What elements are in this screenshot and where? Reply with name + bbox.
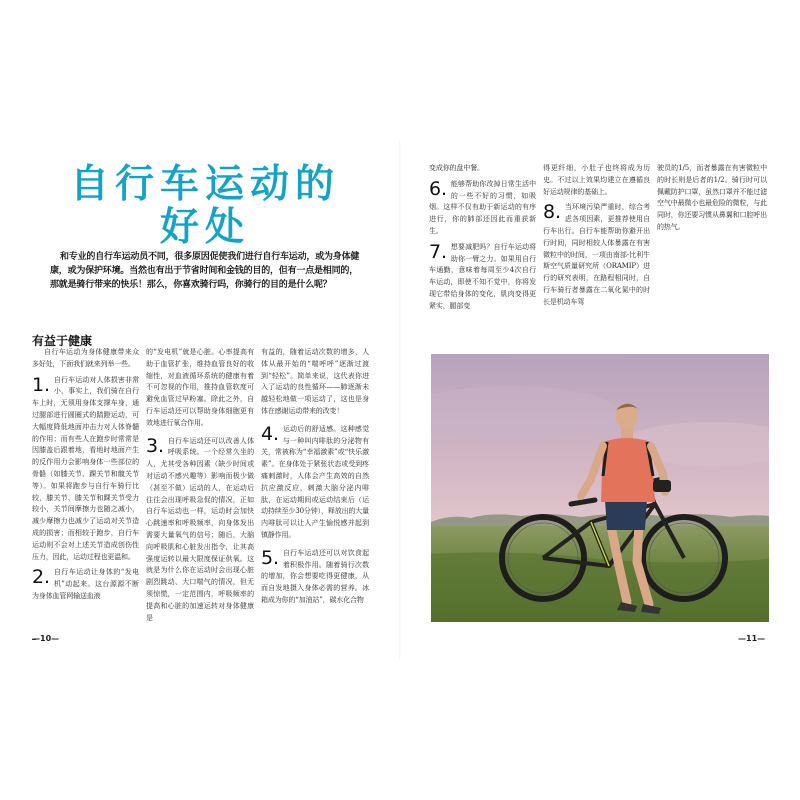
point-3: [146, 436, 254, 625]
article-title-line1: 自行车运动的: [69, 162, 340, 207]
point-6-text: 能够帮助你改掉日常生活中的一些不好的习惯，如吸烟。这样不仅有助于新运动的有序进行，你的肺部还因此而重获新生。: [429, 179, 536, 235]
right-column-1: [429, 163, 536, 318]
page-number-right-value: 11: [746, 634, 758, 643]
point-1-text: 自行车运动对人体损害非常小，事实上，我们骑在自行车上时，无须用身体支撑车身，通过腿部进行圆圈式的踏蹬运动，可大幅度降低地面冲击力对人体脊髓的作用；而有些人在跑步时常常是因膝盖后跟着地，看地时地面产生的反作用力会影响身体一些部位的骨骼（如膝关节、踝关节和髋关节等）。如果将跑步与自行车骑行比较，膝关节、膝关节和踝关节受力较小，关节间摩擦力也随之减小，减少摩擦力也减少了运动对关节造成的损害；而相较于跑步，自行车运动则不会对上述关节造成创伤性压力，因此，运动过程也更温和。: [32, 375, 139, 561]
article-intro: 和专业的自行车运动员不同，很多原因促使我们进行自行车运动，或为身体健康，或为保护环境。当然也有出于节省时间和金钱的目的，但有一点是相同的，那就是骑行带来的快乐！那么，你喜欢骑行吗，你骑行的目的是什么呢？: [50, 252, 360, 290]
point-number-8: 8.: [543, 201, 561, 224]
point-number-4: 4.: [261, 422, 279, 445]
point-7-continued: 得更纤细，小肚子也终将成为历史。不过以上效果均建立在遵循良好运动规律的基础上。: [543, 164, 650, 196]
point-3-text: 自行车运动还可以改善人体呼吸系统。一个经常久坐的人，尤其受各种因素（缺少时间或对运动不感兴趣等）影响而极少做（甚至不做）运动的人，在运动后往往会出现呼吸急促的情况，正如自行车运动也一样，运动时会加快心跳速率和呼吸频率，向身体发出需要大量氧气的信号；随后，大脑向呼吸肌和心脏发出指令，让其高强度运转以最大限度保证供氧。这就是为什么你在运动时会出现心脏剧烈跳动、大口喘气的情况，但无须惊慌，一定范围内，呼吸频率的提高和心脏的加速运转对身体健康是: [146, 436, 254, 622]
left-column-2: [146, 347, 254, 637]
point-8: [543, 202, 650, 308]
point-8-continued: 驶员的1/5，而者暴露在有害微粒中的时长则是后者的1/2。骑行时可以佩戴防护口罩，虽然口罩并不能过滤空气中最微小也最危险的微粒，与此同时，你还要习惯从鼻翼和口腔呼出的热气。: [657, 164, 767, 231]
right-column-2: [543, 163, 650, 318]
point-number-3: 3.: [146, 434, 164, 457]
right-column-3: [657, 163, 767, 263]
point-5-continued: 变成你的盘中餐。: [429, 164, 484, 172]
point-7-text: 想要减肥吗？自行车运动将助你一臂之力。如果用自行车通勤，意味着每周至少4次自行车运动，即使不知不觉中，你将发现它带给身体的变化，肌肉变得更紧实，腿部变: [429, 242, 536, 310]
point-8-text: 当环境污染严重时，综合考虑各项因素，更推荐使用自行车出行。自行车能帮助你避开出行时间，同时相较人体暴露在有害微粒中的时间，一项由南部-比利牛斯空气质量研究所（ORAMIP）进行的研究表明，在路程相同时，自行车骑行者暴露在二氧化氮中的时长是机动车驾: [543, 203, 650, 306]
point-number-1: 1.: [32, 373, 50, 396]
left-column-1: [32, 347, 139, 637]
page-number-right: —11—: [738, 634, 766, 643]
cyclist-photo: [431, 354, 769, 622]
point-2: [32, 567, 139, 602]
grass-shade: [431, 552, 769, 622]
point-number-5: 5.: [261, 546, 279, 569]
point-2-text: 自行车运动让身体的“发电机”动起来。这台源源不断为身体血管网输送血液: [32, 568, 139, 600]
point-number-2: 2.: [32, 566, 50, 589]
page-gutter: [399, 140, 401, 660]
point-5: [261, 548, 369, 607]
point-number-6: 6.: [429, 177, 447, 200]
frame-bag: [653, 480, 671, 492]
lead-paragraph: 自行车运动为身体健康带来众多好处，下面我们就来列举一些。: [32, 348, 139, 368]
point-6: [429, 179, 536, 238]
section-heading: 有益于健康: [32, 334, 93, 348]
shorts: [605, 499, 647, 530]
cyclist-photo-illustration: [431, 354, 769, 622]
point-4-text: 运动后的舒适感。这种感觉与一种叫内啡肽的分泌物有关，常被称为“幸福激素”或“快乐激素”。在身体处于紧张状态或受到疼痛刺激时，人体会产生高效的自然抗应激反应，刺激大脑分泌内啡肽，在运动期间或运动结束后（运动持续至少30分钟），释放出的大量内啡肽可以让人产生愉悦感并起到镇静作用。: [261, 424, 369, 539]
point-3-continued: 有益的，随着运动次数的增多，人体从最开始的“喘呼呼”逐渐过渡到“轻松”。简单来说，这代表你进入了运动的良性循环——肺逐渐未越轻松地做一项运动了，这也是身体在感谢运动带来的改变！: [261, 348, 369, 415]
point-number-7: 7.: [429, 240, 447, 263]
page-number-left: —10—: [32, 634, 60, 643]
point-2-continued: 的“发电机”就是心脏。心率提高有助于血管扩张，维持血管良好的收缩性，对血液循环系统的健康有着不可忽视的作用，推持血管软度可避免血管过早粉塞。除此之外，自行车运动还可以帮助身体细胞更有效地进行氧合作用。: [146, 348, 254, 427]
point-7: [429, 242, 536, 313]
point-5-text: 自行车运动还可以对饮食起着积极作用。随着骑行次数的增加，你会想要吃得更健康，从而自发地摄入身体必需的营养。冰箱成为你的“加油站”，碳水化合物: [261, 548, 369, 604]
point-1: [32, 375, 139, 564]
point-4: [261, 424, 369, 542]
left-column-3: [261, 347, 369, 637]
article-title-line2: 好处: [159, 205, 250, 250]
page-number-left-value: 10: [40, 634, 52, 643]
